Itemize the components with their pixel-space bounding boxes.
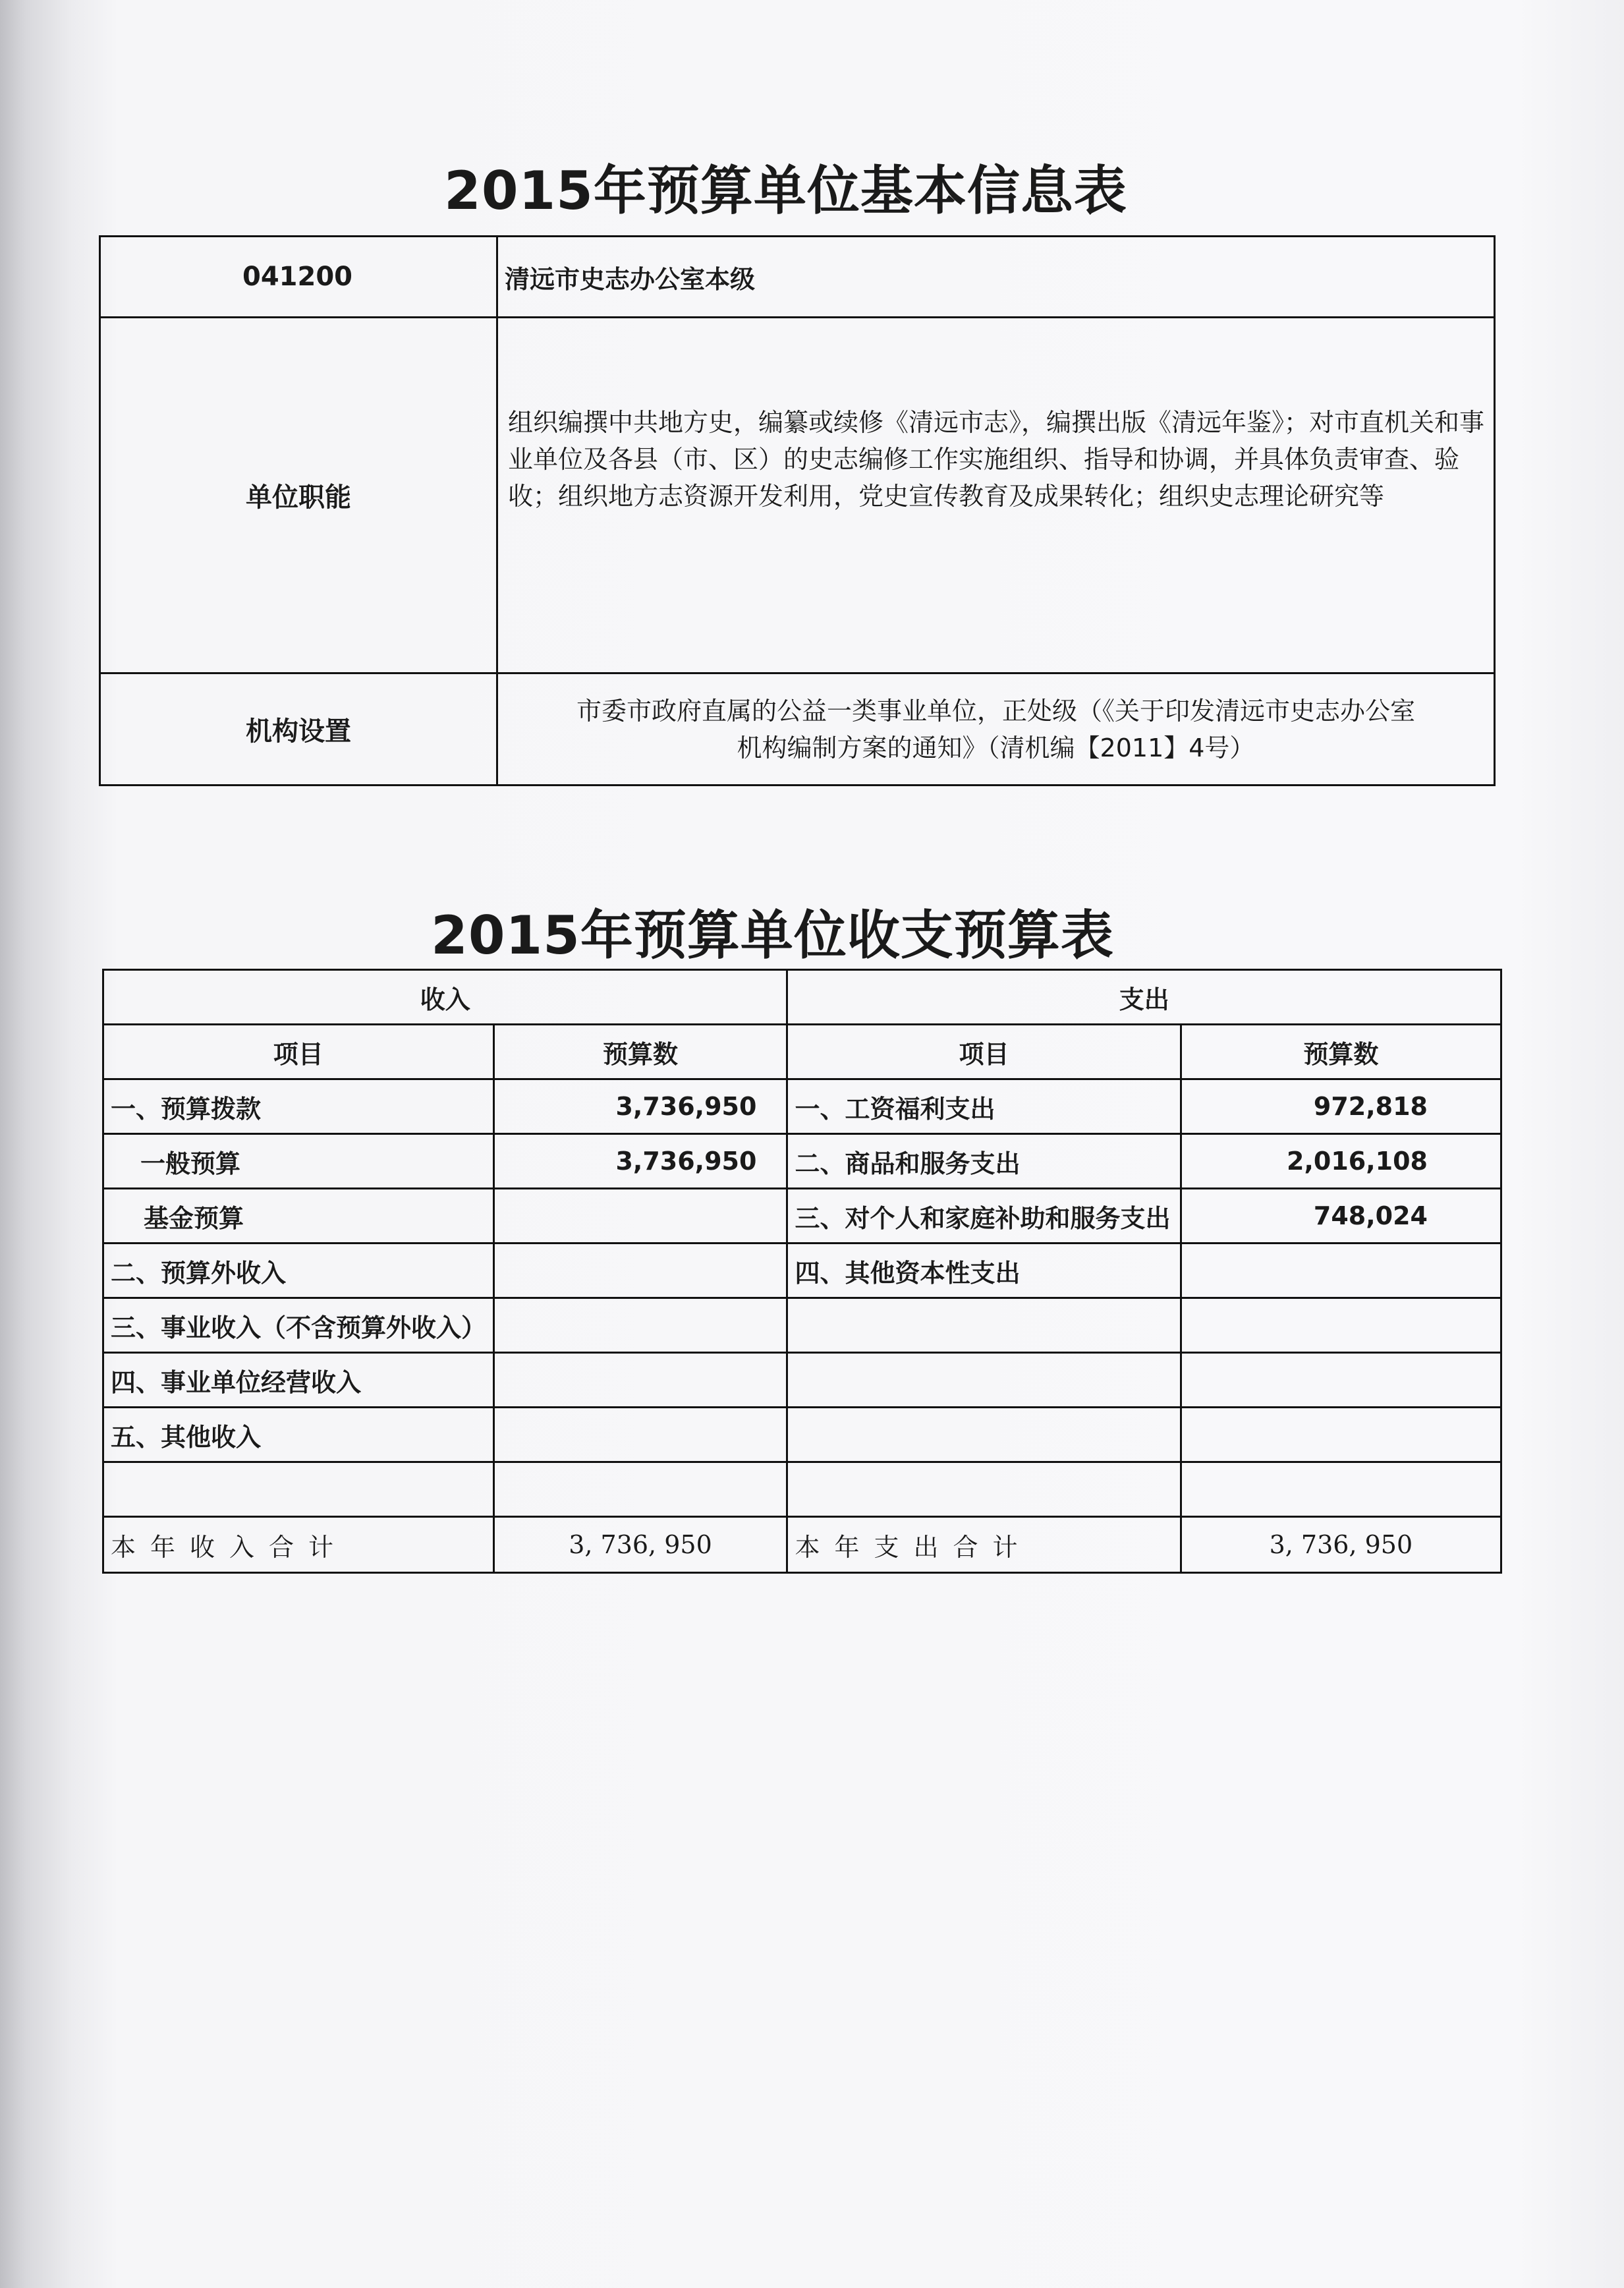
expense-amount <box>1181 1244 1501 1298</box>
org-label: 机构设置 <box>100 673 497 786</box>
table-row <box>103 1244 1501 1298</box>
income-item: 一般预算 <box>103 1134 494 1189</box>
table-row <box>103 1353 1501 1408</box>
budget-table-title: 2015年预算单位收支预算表 <box>431 905 1114 966</box>
duty-label: 单位职能 <box>100 318 497 673</box>
income-amount: 3,736,950 <box>493 1079 787 1134</box>
income-amount: 3,736,950 <box>493 1134 787 1189</box>
info-table-title: 2015年预算单位基本信息表 <box>444 160 1127 221</box>
table-row <box>103 1134 1501 1189</box>
budget-group-header <box>103 970 1501 1025</box>
income-amount <box>493 1462 787 1517</box>
info-row-code <box>100 237 1495 318</box>
expense-amount <box>1181 1462 1501 1517</box>
income-amount <box>493 1189 787 1244</box>
expense-amount <box>1181 1408 1501 1462</box>
income-total-value: 3, 736, 950 <box>493 1517 787 1573</box>
table-row <box>103 1189 1501 1244</box>
income-item: 二、预算外收入 <box>103 1244 494 1298</box>
income-amount <box>493 1298 787 1353</box>
unit-code: 041200 <box>100 237 497 318</box>
budget-column-header <box>103 1025 1501 1079</box>
info-row-org <box>100 673 1495 786</box>
income-header: 收入 <box>103 970 787 1025</box>
info-row-duty <box>100 318 1495 673</box>
income-col-amount: 预算数 <box>493 1025 787 1079</box>
expense-item: 四、其他资本性支出 <box>787 1244 1181 1298</box>
expense-item: 一、工资福利支出 <box>787 1079 1181 1134</box>
expense-item <box>787 1353 1181 1408</box>
expense-amount: 2,016,108 <box>1181 1134 1501 1189</box>
expense-amount <box>1181 1298 1501 1353</box>
expense-amount: 972,818 <box>1181 1079 1501 1134</box>
duty-text-body: 组织编撰中共地方史，编纂或续修《清远市志》，编撰出版《清远年鉴》；对市直机关和事业单位及各县（市、区）的史志编修工作实施组织、指导和协调，并具体负责审查、验收；组织地方志资源开发利用，党史宣传教育及成果转化；组织史志理论研究等 <box>508 407 1485 511</box>
budget-table <box>102 969 1502 1574</box>
expense-header: 支出 <box>787 970 1501 1025</box>
table-row <box>103 1462 1501 1517</box>
income-amount <box>493 1353 787 1408</box>
income-col-item: 项目 <box>103 1025 494 1079</box>
table-row <box>103 1079 1501 1134</box>
expense-total-value: 3, 736, 950 <box>1181 1517 1501 1573</box>
income-item: 三、事业收入（不含预算外收入） <box>103 1298 494 1353</box>
expense-col-item: 项目 <box>787 1025 1181 1079</box>
org-text-line1: 市委市政府直属的公益一类事业单位，正处级（《关于印发清远市史志办公室 <box>576 696 1415 726</box>
income-item: 四、事业单位经营收入 <box>103 1353 494 1408</box>
expense-item <box>787 1298 1181 1353</box>
unit-info-table <box>99 235 1496 786</box>
expense-amount: 748,024 <box>1181 1189 1501 1244</box>
duty-text <box>497 318 1495 673</box>
expense-amount <box>1181 1353 1501 1408</box>
income-item: 五、其他收入 <box>103 1408 494 1462</box>
expense-total-label: 本年支出合计 <box>787 1517 1181 1573</box>
expense-item <box>787 1462 1181 1517</box>
org-text-line2: 机构编制方案的通知》（清机编【2011】4号） <box>737 733 1255 762</box>
table-row <box>103 1408 1501 1462</box>
org-text <box>497 673 1495 786</box>
income-total-label: 本年收入合计 <box>103 1517 494 1573</box>
income-item: 基金预算 <box>103 1189 494 1244</box>
income-amount <box>493 1408 787 1462</box>
expense-col-amount: 预算数 <box>1181 1025 1501 1079</box>
income-amount <box>493 1244 787 1298</box>
unit-name: 清远市史志办公室本级 <box>497 237 1495 318</box>
expense-item <box>787 1408 1181 1462</box>
income-item <box>103 1462 494 1517</box>
income-item: 一、预算拨款 <box>103 1079 494 1134</box>
expense-item: 二、商品和服务支出 <box>787 1134 1181 1189</box>
table-row <box>103 1298 1501 1353</box>
total-row <box>103 1517 1501 1573</box>
expense-item: 三、对个人和家庭补助和服务支出 <box>787 1189 1181 1244</box>
